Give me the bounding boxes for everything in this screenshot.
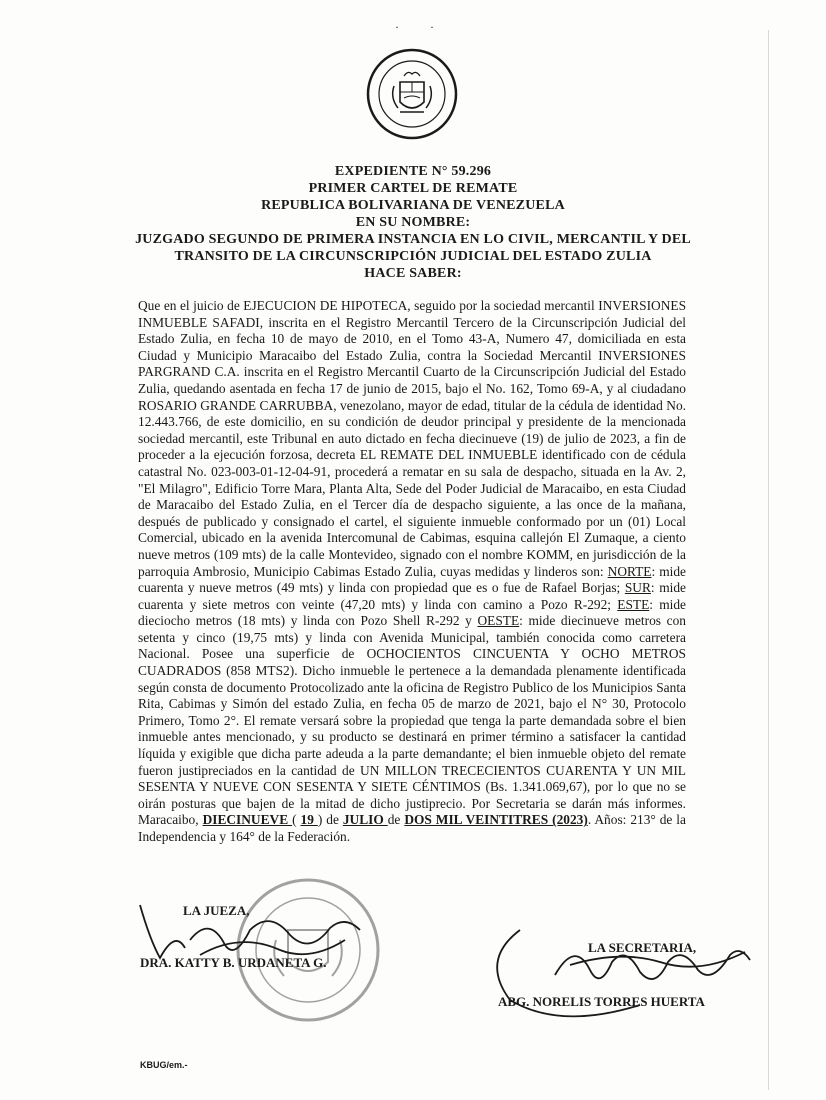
text-run: : mide diecinueve metros con setenta y cinco (19,75 mts) y linda con Avenida Municipal, también conocida como carretera Nacional. Posee una superficie de [138,613,686,662]
text-run: Que en el juicio de [138,298,244,313]
secretary-signature-icon [497,930,750,1016]
case-type: EJECUCION DE HIPOTECA [243,298,408,313]
auction-decree: EL REMATE DEL INMUEBLE [359,447,538,463]
judge-name: DRA. KATTY B. URDANETA G. [140,955,327,970]
boundary-north: NORTE [607,563,652,579]
makes-known: HACE SABER: [364,266,462,281]
court-name-line2: TRANSITO DE LA CIRCUNSCRIPCIÓN JUDICIAL DEL ESTADO ZULIA [174,249,652,264]
judge-role: LA JUEZA, [183,903,250,918]
defendant-person: ROSARIO GRANDE CARRUBBA [138,397,334,413]
boundary-south: SUR [624,580,651,596]
defendant-company: INVERSIONES PARGRAND C.A. [138,347,686,380]
text-run: identificado con de cédula catastral No. 023-003-01-12-04-91, procederá a rematar en su sala de despacho, situada en la Av. 2, "El Milagro", Edificio Torre Mara, Planta Alta, Sede del Poder Judicial de Maracaibo, en esta Ciudad de Maracaibo del Estado Zulia, en el Tercer día de despacho siguiente, a las once de la mañana, después de publicado y consignado el cartel, el siguiente inmueble conformado por un (01) Local Comercial, ubicado en la avenida Intercomunal de Cabimas, esquina callejón El Zumaque, a ciento nueve metros (109 mts) de la calle Montevideo, signado con el nombre KOMM, en jurisdicción de la parroquia Ambrosio, Municipio Cabimas Estado Zulia, cuyas medidas y linderos son: [138,447,686,579]
text-run: inscrita en el Registro Mercantil Cuarto de la Circunscripción Judicial del Estado Zulia, quedando asentada en fecha 17 de junio de 2015, bajo el No. 162, Tomo 69-A, y al ciudadano [138,364,687,396]
text-run: de [387,812,405,828]
case-number: EXPEDIENTE N° 59.296 [334,164,492,179]
court-name-line1: JUZGADO SEGUNDO DE PRIMERA INSTANCIA EN LO CIVIL, MERCANTIL Y DEL [135,232,691,247]
text-run: , inscrita en el Registro Mercantil Tercero de la Circunscripción Judicial del Estado Zulia, en fecha 10 de mayo de 2010, en el Tomo 43-A, Numero 47, domiciliada en esta Ciudad y Municipio Maracaibo del Estado Zulia, contra la Sociedad Mercantil [138,314,686,363]
surface-area: OCHOCIENTOS CINCUENTA Y OCHO METROS CUADRADOS (858 MTS2) [138,646,686,679]
date-day-number: 19 [300,812,318,828]
cartel-title: PRIMER CARTEL DE REMATE [308,181,518,196]
text-run: (Bs. 1.341.069,67), por lo que no se oirán posturas que bajen de la mitad de dicho justiprecio. Por Secretaria se darán más informes. Maracaibo, [138,779,686,828]
text-run: ( [292,812,301,828]
text-run: : mide dieciocho metros (18 mts) y linda con Pozo Shell R-292 y [138,596,687,629]
scan-specks: · · [395,20,448,34]
date-month: JULIO [342,812,388,828]
appraisal-amount-words: UN MILLON TRECECIENTOS CUARENTA Y UN MIL SESENTA Y NUEVE CON SESENTA Y SIETE CÉNTIMOS [138,762,686,795]
court-stamp-icon [238,880,378,1020]
in-its-name: EN SU NOMBRE: [355,215,471,230]
plaintiff-name: INVERSIONES INMUEBLE SAFADI [138,298,687,330]
secretary-name: ABG. NORELIS TORRES HUERTA [498,994,705,1009]
text-run: : mide cuarenta y nueve metros (49 mts) y linda con propiedad que es o fue de Rafael Borjas; [138,563,686,596]
text-run: , seguido por la sociedad mercantil [407,298,599,313]
boundary-west: OESTE [477,613,520,629]
republic-name: REPUBLICA BOLIVARIANA DE VENEZUELA [261,198,565,213]
secretary-role: LA SECRETARIA, [588,940,697,955]
text-run: : mide cuarenta y siete metros con veinte (47,20 mts) y linda con camino a Pozo R-292; [138,580,686,612]
date-year: DOS MIL VEINTITRES (2023) [404,812,588,828]
text-run: . Años: 213° de la Independencia y 164° de la Federación. [138,812,686,844]
document-code: KBUG/em.- [140,1060,188,1070]
text-run: , venezolano, mayor de edad, titular de la cédula de identidad No. 12.443.766, de este domicilio, en su condición de deudor principal y presidente de la mencionada sociedad mercantil, este Tribunal en auto dictado en fecha diecinueve (19) de julio de 2023, a fin de proceder a la ejecución forzosa, decreta [138,397,686,463]
text-run: . Dicho inmueble le pertenece a la demandada plenamente identificada según consta de documento Protocolizado ante la oficina de Registro Publico de los Municipios Santa Rita, Cabimas y Simón del estado Zulia, en fecha 05 de marzo de 2021, bajo el N° 30, Protocolo Primero, Tomo 2°. El remate versará sobre la propiedad que tenga la parte demandada sobre el bien inmueble antes mencionado, y su producto se destinará en primer término a satisfacer la cantidad líquida y exigible que dicha parte adeuda a la parte demandante; el bien inmueble objeto del remate fueron justipreciados en la cantidad de [138,663,686,778]
date-day-words: DIECINUEVE [202,812,293,828]
text-run: ) de [317,812,343,828]
boundary-east: ESTE [617,596,650,612]
